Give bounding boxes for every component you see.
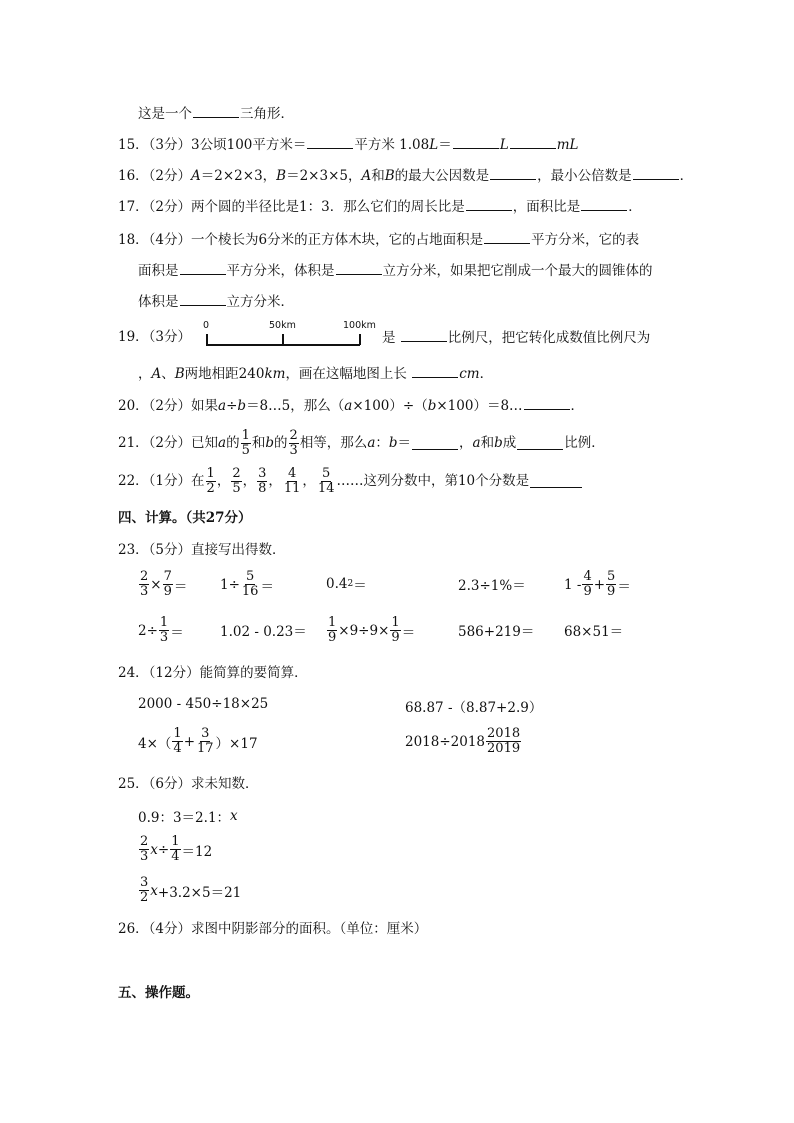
numerator: 7 — [163, 569, 172, 584]
numerator: 1 — [241, 427, 250, 443]
question-16 — [118, 166, 693, 185]
text: ＝2×2×3， — [200, 168, 277, 184]
equals: ＝ — [260, 578, 274, 595]
denominator: 3 — [140, 849, 149, 864]
answer-blank[interactable] — [307, 135, 353, 149]
text: +3.2×5＝21 — [157, 884, 242, 901]
answer-blank[interactable] — [530, 474, 582, 488]
text: 已知 — [191, 435, 219, 451]
calc-r1-a — [138, 570, 187, 599]
var: x — [150, 841, 158, 858]
text: ． — [628, 199, 642, 215]
fraction — [170, 835, 180, 864]
question-18-line2 — [138, 261, 653, 280]
text: 3公顷100平方米＝ — [191, 137, 307, 153]
calc-r2-b — [220, 620, 307, 640]
answer-blank[interactable] — [581, 197, 627, 211]
var: a — [367, 435, 376, 451]
fraction — [139, 835, 149, 864]
calc-r2-d — [458, 620, 534, 640]
text: 平方米 1.08 — [354, 137, 430, 153]
question-number: 15．（3分） — [118, 137, 192, 153]
denominator: 2019 — [487, 741, 521, 756]
question-number: 23．（5分） — [118, 542, 192, 558]
denominator: 9 — [391, 630, 400, 645]
denominator: 9 — [163, 584, 172, 599]
question-20 — [118, 396, 584, 415]
scale-tick — [282, 334, 284, 345]
operator: ÷ — [157, 841, 170, 858]
text: ． — [479, 366, 494, 382]
denominator: 3 — [140, 584, 149, 599]
text: ， — [459, 435, 473, 451]
text: ＝2×3×5， — [286, 168, 362, 184]
fraction — [486, 727, 521, 756]
text: 1.02 - 0.23＝ — [220, 624, 307, 640]
text: 比例． — [564, 435, 605, 451]
var: x — [150, 882, 158, 899]
text: 是 — [382, 330, 396, 346]
text: ． — [679, 168, 694, 184]
question-19-line2 — [138, 364, 493, 383]
numerator: 2018 — [487, 726, 521, 741]
var: b — [265, 435, 275, 451]
text: 68.87 -（8.87+2.9） — [405, 700, 543, 716]
fraction — [139, 570, 149, 599]
equals: ＝ — [401, 624, 416, 641]
expr-24-3 — [138, 727, 258, 756]
scale-label-50km: 50km — [269, 320, 296, 331]
section-heading-5: 五、操作题。 — [118, 985, 199, 1001]
text: 和 — [251, 435, 266, 451]
fraction — [606, 570, 616, 599]
scale-tick — [359, 334, 361, 345]
text: 4×（ — [138, 735, 172, 752]
denominator: 3 — [289, 442, 298, 458]
question-15 — [118, 135, 578, 154]
calc-r2-e — [564, 620, 623, 640]
question-number: 22．（1分） — [118, 473, 192, 489]
text: 两个圆的半径比是1：3．那么它们的周长比是 — [191, 199, 465, 215]
unit: L — [429, 137, 439, 153]
denominator: 5 — [232, 480, 241, 496]
denominator: 9 — [583, 584, 592, 599]
numerator: 1 — [206, 465, 215, 481]
text: 相等，那么 — [299, 435, 368, 451]
text: 的 — [226, 435, 240, 451]
text: 的最大公因数是 — [394, 168, 490, 184]
equals: ＝ — [353, 578, 367, 594]
answer-blank[interactable] — [193, 104, 239, 118]
text: 0.9：3＝2.1： — [138, 810, 231, 826]
denominator: 9 — [328, 630, 337, 645]
answer-blank[interactable] — [336, 261, 382, 275]
calc-r1-d — [458, 574, 526, 594]
scale-tick — [206, 334, 208, 345]
unit: L — [499, 137, 509, 153]
expr-24-1 — [138, 696, 268, 712]
text: 三角形． — [240, 106, 294, 122]
denominator: 16 — [241, 584, 259, 599]
denominator: 11 — [283, 480, 301, 496]
question-26 — [118, 920, 427, 938]
fraction — [241, 429, 251, 458]
text: ×9÷9× — [338, 622, 390, 639]
numerator: 4 — [288, 465, 297, 481]
text: 的 — [274, 435, 288, 451]
answer-blank[interactable] — [633, 166, 679, 180]
var: A — [151, 366, 162, 382]
text: ＝ — [438, 137, 452, 153]
unit: mL — [556, 137, 579, 153]
section-heading-4: 四、计算。（共27分） — [118, 510, 252, 526]
question-number: 16．（2分） — [118, 168, 192, 184]
text: 和 — [371, 168, 385, 184]
text: ，最小公倍数是 — [537, 168, 632, 184]
text: 和 — [480, 435, 495, 451]
fraction — [241, 570, 260, 599]
var: a — [472, 435, 481, 451]
text: 比例尺，把它转化成数值比例尺为 — [447, 330, 651, 346]
text: 在 — [191, 473, 205, 489]
calc-r1-e — [564, 570, 631, 599]
denominator: 14 — [317, 480, 335, 496]
text: 、 — [161, 366, 175, 382]
text: 1 - — [564, 576, 582, 593]
fraction — [283, 467, 302, 496]
equals: ＝ — [173, 578, 188, 595]
text: 586+219＝ — [458, 624, 535, 640]
fraction — [327, 616, 337, 645]
text: 能简算的要简算． — [199, 665, 308, 681]
var: A — [361, 168, 372, 184]
answer-blank[interactable] — [412, 436, 458, 450]
text: 求图中阴影部分的面积。（单位：厘米） — [191, 921, 428, 937]
answer-blank[interactable] — [466, 197, 512, 211]
text: ． — [570, 398, 585, 414]
numerator: 3 — [140, 875, 149, 890]
var: b — [237, 398, 247, 414]
text: 2000 - 450÷18×25 — [138, 696, 269, 712]
denominator: 4 — [173, 741, 182, 756]
text: 求未知数． — [191, 776, 259, 792]
question-25 — [118, 775, 259, 793]
exponent: 2 — [347, 579, 354, 589]
text: 1÷ — [220, 576, 240, 593]
calc-r1-b — [220, 570, 274, 599]
question-number: 24．（12分） — [118, 665, 200, 681]
fraction — [390, 616, 400, 645]
text: 2÷ — [138, 622, 158, 639]
question-24 — [118, 664, 308, 682]
numerator: 2 — [289, 427, 298, 443]
text: ， — [138, 366, 152, 382]
separator: ， — [302, 473, 316, 489]
text: 成 — [502, 435, 517, 451]
text: 68×51＝ — [564, 624, 624, 640]
text: ＝8…5，那么（ — [246, 398, 345, 414]
equals: ＝ — [170, 624, 184, 641]
fraction — [196, 727, 215, 756]
text: 立方分米． — [226, 294, 294, 310]
question-21 — [118, 428, 605, 458]
var: x — [230, 808, 238, 824]
fraction — [289, 429, 299, 458]
text: ，面积比是 — [512, 199, 581, 215]
numerator: 1 — [391, 615, 400, 630]
calc-r2-a — [138, 616, 184, 645]
unit: cm — [459, 366, 480, 382]
q14-tail — [138, 104, 294, 123]
fraction — [172, 727, 182, 756]
question-23 — [118, 541, 286, 559]
fraction — [159, 616, 169, 645]
text: ）×17 — [215, 735, 258, 752]
denominator: 2 — [206, 480, 215, 496]
denominator: 5 — [241, 442, 250, 458]
text: ＝ — [397, 435, 412, 451]
numerator: 4 — [583, 569, 592, 584]
question-number: 25．（6分） — [118, 776, 192, 792]
numerator: 5 — [607, 569, 616, 584]
numerator: 1 — [171, 834, 180, 849]
question-number: 17．（2分） — [118, 199, 192, 215]
text: ×100）＝8… — [436, 398, 523, 414]
numerator: 5 — [246, 569, 255, 584]
text: 2.3÷1%＝ — [458, 578, 526, 594]
numerator: 1 — [173, 726, 182, 741]
fraction — [317, 467, 336, 496]
text: 一个棱长为6分米的正方体木块，它的占地面积是 — [191, 232, 484, 248]
var: a — [218, 435, 227, 451]
denominator: 9 — [607, 584, 616, 599]
numerator: 5 — [322, 465, 331, 481]
question-18 — [118, 230, 639, 249]
answer-blank[interactable] — [510, 135, 556, 149]
answer-blank[interactable] — [453, 135, 499, 149]
operator: + — [593, 576, 606, 593]
answer-blank[interactable] — [517, 436, 563, 450]
question-22 — [118, 466, 583, 496]
denominator: 3 — [159, 630, 169, 645]
text: ÷ — [226, 398, 238, 414]
var: B — [384, 168, 395, 184]
numerator: 2 — [140, 834, 149, 849]
text: ×100）÷（ — [352, 398, 428, 414]
text: 这是一个 — [138, 106, 192, 122]
question-number: 18．（4分） — [118, 232, 192, 248]
denominator: 4 — [171, 849, 180, 864]
equation-25-1 — [138, 806, 238, 826]
text: 2018÷2018 — [405, 733, 486, 750]
fraction — [163, 570, 173, 599]
answer-blank[interactable] — [484, 230, 530, 244]
scale-label-0: 0 — [203, 320, 210, 331]
question-17 — [118, 197, 642, 216]
text: 面积是 — [138, 263, 179, 279]
var: a — [344, 398, 353, 414]
text: 平方分米，体积是 — [226, 263, 335, 279]
answer-blank[interactable] — [180, 261, 226, 275]
fraction — [206, 467, 216, 496]
separator: ， — [216, 473, 231, 489]
question-18-line3 — [138, 292, 294, 311]
equation-25-3 — [138, 876, 241, 905]
fraction — [139, 876, 149, 905]
text: ： — [375, 435, 389, 451]
var: B — [174, 366, 185, 382]
denominator: 17 — [197, 741, 214, 756]
text: 直接写出得数． — [191, 542, 286, 558]
denominator: 2 — [140, 890, 149, 905]
equation-25-2 — [138, 835, 212, 864]
numerator: 2 — [232, 465, 241, 481]
question-number: 20．（2分） — [118, 398, 192, 414]
equals: ＝ — [617, 578, 631, 595]
var: B — [276, 168, 287, 184]
numerator: 1 — [159, 615, 169, 630]
text: ，画在这幅地图上长 — [285, 366, 407, 382]
answer-blank[interactable] — [180, 292, 226, 306]
question-number: 26．（4分） — [118, 921, 192, 937]
text: ＝12 — [181, 843, 213, 860]
numerator: 1 — [328, 615, 337, 630]
denominator: 8 — [258, 480, 267, 496]
text: 体积是 — [138, 294, 179, 310]
numerator: 3 — [201, 726, 210, 741]
expr-24-2 — [405, 696, 542, 716]
text: 平方分米，它的表 — [531, 232, 640, 248]
text: 两地相距240 — [184, 366, 265, 382]
var: b — [427, 398, 437, 414]
var: a — [218, 398, 227, 414]
var: b — [388, 435, 398, 451]
question-number: 21．（2分） — [118, 435, 192, 451]
calc-r2-c — [326, 616, 415, 645]
numerator: 2 — [140, 569, 149, 584]
expr-24-4 — [405, 727, 522, 756]
text: 如果 — [191, 398, 219, 414]
operator: × — [150, 576, 162, 593]
question-19-tail — [382, 328, 650, 347]
text: ……这列分数中，第10个分数是 — [336, 473, 530, 489]
var: b — [494, 435, 503, 451]
answer-blank[interactable] — [401, 328, 447, 342]
answer-blank[interactable] — [412, 364, 458, 378]
text: 立方分米，如果把它削成一个最大的圆锥体的 — [382, 263, 653, 279]
scale-label-100km: 100km — [343, 320, 376, 331]
operator: + — [183, 733, 195, 750]
calc-r1-c — [326, 574, 367, 594]
unit: km — [264, 366, 286, 382]
fraction — [257, 467, 267, 496]
fraction — [582, 570, 592, 599]
separator: ， — [268, 473, 282, 489]
fraction — [231, 467, 241, 496]
answer-blank[interactable] — [490, 166, 536, 180]
question-19-number: 19．（3分） — [118, 329, 192, 345]
text: 0.4 — [326, 576, 348, 592]
var: A — [191, 168, 201, 184]
answer-blank[interactable] — [524, 396, 570, 410]
separator: ， — [242, 473, 257, 489]
numerator: 3 — [258, 465, 267, 481]
